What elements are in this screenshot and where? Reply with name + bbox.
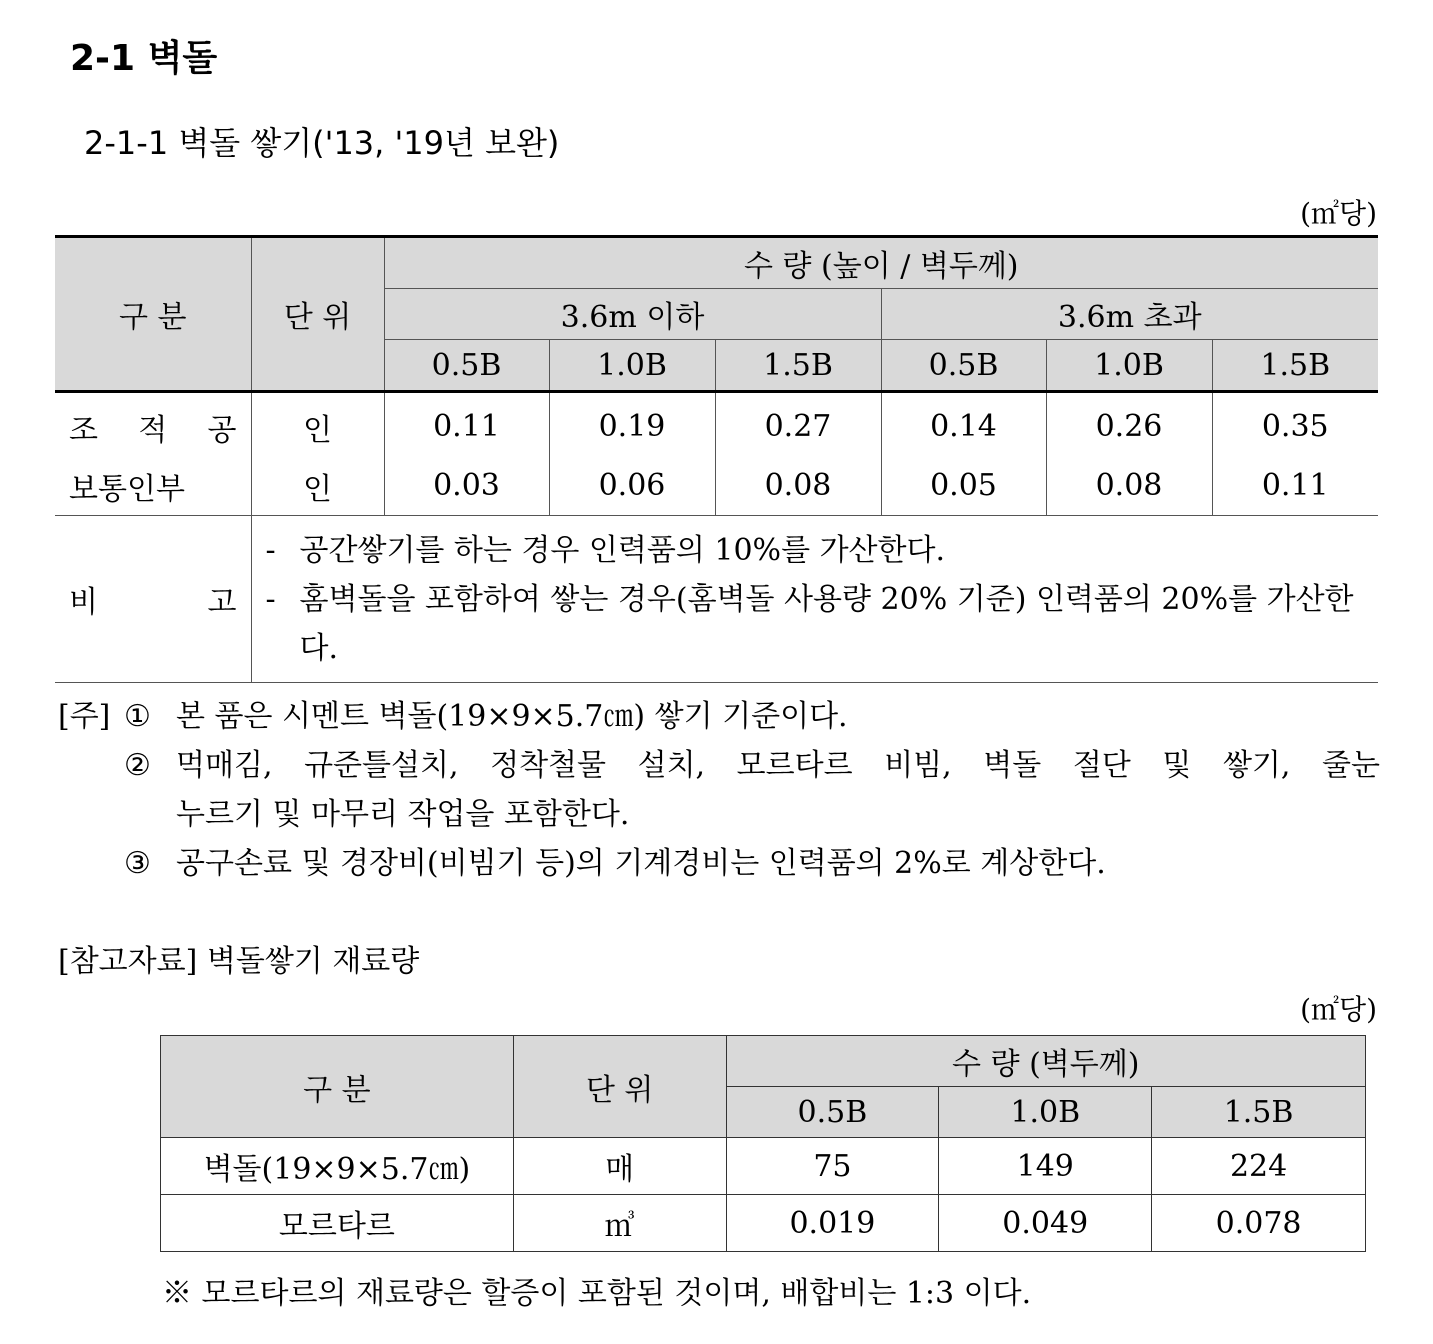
cell-value: 0.14 [881,392,1046,457]
header-col: 1.5B [715,340,881,392]
cell-value: 149 [939,1138,1152,1195]
labor-table [55,235,1378,683]
cell-value: 0.26 [1046,392,1212,457]
row-label: 보통인부 [55,456,251,516]
header-col: 0.5B [726,1087,939,1138]
cell-value: 0.05 [881,456,1046,516]
cell-value: 0.11 [384,392,549,457]
header-group-over: 3.6m 초과 [881,289,1378,340]
header-col: 1.0B [939,1087,1152,1138]
remarks-label: 비 고 [55,516,251,683]
cell-value: 0.078 [1152,1195,1366,1252]
header-col: 1.5B [1152,1087,1366,1138]
cell-value: 75 [726,1138,939,1195]
note-number: ③ [124,846,151,881]
footnote: ※ 모르타르의 재료량은 할증이 포함된 것이며, 배합비는 1:3 이다. [162,1276,1032,1311]
header-unit: 단 위 [251,237,384,392]
note-text: 본 품은 시멘트 벽돌(19×9×5.7㎝) 쌓기 기준이다. [176,699,848,734]
reference-unit-label: (㎡당) [1300,993,1377,1026]
row-unit: 인 [251,392,384,457]
section-heading: 2-1 벽돌 [70,38,218,79]
cell-value: 0.08 [715,456,881,516]
note-item [58,741,1380,790]
header-col: 1.0B [549,340,715,392]
cell-value: 0.11 [1212,456,1378,516]
header-group-under: 3.6m 이하 [384,289,881,340]
header-col: 0.5B [881,340,1046,392]
cell-value: 0.019 [726,1195,939,1252]
header-quantity: 수 량 (벽두께) [726,1036,1366,1087]
cell-value: 0.08 [1046,456,1212,516]
remark-item [266,575,1369,673]
table-row [55,392,1378,457]
note-item-continued [58,790,1380,839]
remarks-row [55,516,1378,683]
note-text: 누르기 및 마무리 작업을 포함한다. [176,797,630,832]
note-number: ① [124,699,151,734]
cell-value: 0.03 [384,456,549,516]
row-label: 벽돌(19×9×5.7㎝) [161,1138,514,1195]
note-text: 공구손료 및 경장비(비빔기 등)의 기계경비는 인력품의 2%로 계상한다. [176,846,1106,881]
row-unit: 매 [513,1138,726,1195]
material-table [160,1035,1366,1252]
header-unit: 단 위 [513,1036,726,1138]
cell-value: 0.27 [715,392,881,457]
table-row [161,1195,1366,1252]
remark-text: 홈벽돌을 포함하여 쌓는 경우(홈벽돌 사용량 20% 기준) 인력품의 20%를 가산한다. [299,581,1354,666]
unit-label: (㎡당) [1300,197,1377,230]
header-col: 1.0B [1046,340,1212,392]
header-col: 0.5B [384,340,549,392]
remark-item [266,526,1369,575]
note-item [58,692,1380,741]
remarks-content [251,516,1378,683]
remark-text: 공간쌓기를 하는 경우 인력품의 10%를 가산한다. [299,532,946,568]
header-category: 구 분 [55,237,251,392]
row-label: 모르타르 [161,1195,514,1252]
cell-value: 0.049 [939,1195,1152,1252]
note-number: ② [124,748,151,783]
cell-value: 0.35 [1261,409,1329,444]
row-unit: 인 [251,456,384,516]
notes-prefix: [주] [58,699,111,734]
table-row [55,456,1378,516]
note-text: 먹매김, 규준틀설치, 정착철물 설치, 모르타르 비빔, 벽돌 절단 및 쌓기, 줄눈 [176,748,1380,783]
note-item [58,839,1380,888]
row-label: 조 적 공 [55,392,251,457]
notes-block [58,692,1380,888]
cell-value: 224 [1152,1138,1366,1195]
remark-dash: - [265,581,276,617]
cell-value: 0.19 [549,392,715,457]
header-category: 구 분 [161,1036,514,1138]
row-unit: ㎥ [513,1195,726,1252]
table-row [161,1138,1366,1195]
cell-value: 0.06 [549,456,715,516]
reference-title: [참고자료] 벽돌쌓기 재료량 [58,944,420,979]
header-col: 1.5B [1212,340,1378,392]
remark-dash: - [265,532,276,568]
header-quantity: 수 량 (높이 / 벽두께) [384,237,1378,289]
subsection-heading: 2-1-1 벽돌 쌓기('13, '19년 보완) [84,124,560,162]
